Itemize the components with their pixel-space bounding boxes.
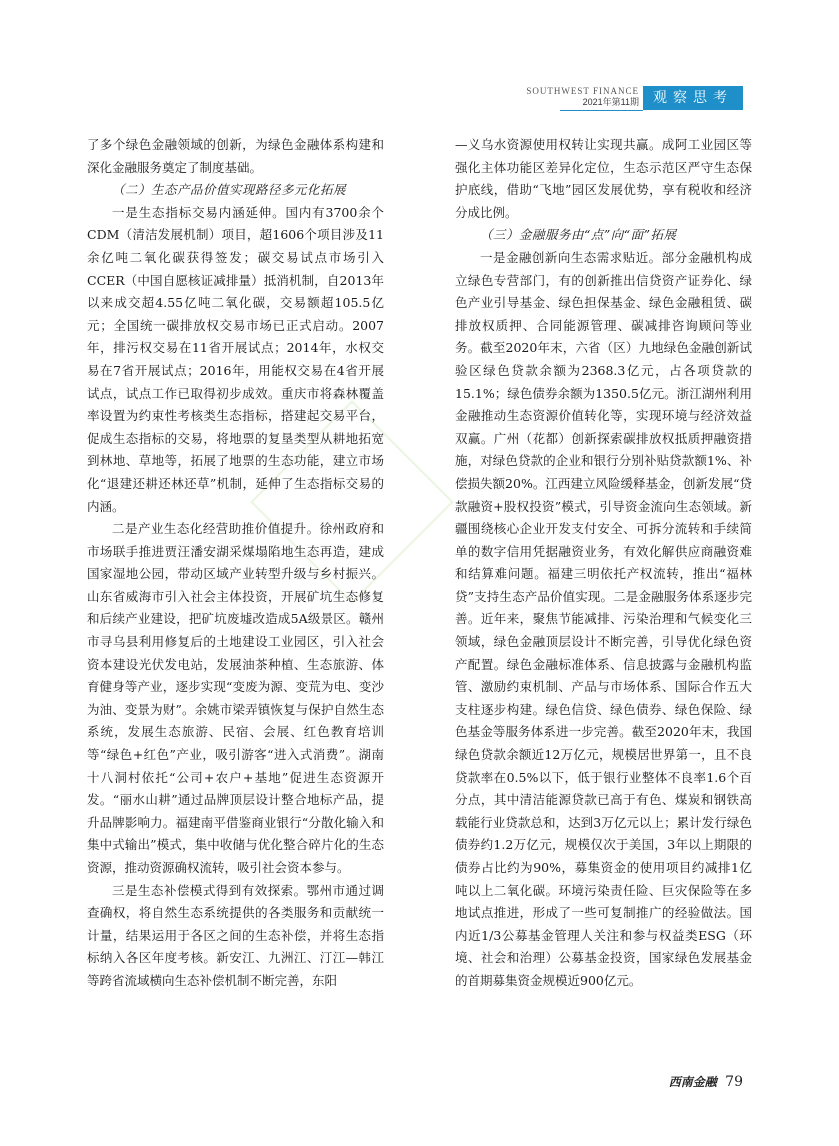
paragraph: 三是生态补偿模式得到有效探索。鄂州市通过调查确权，将自然生态系统提供的各类服务和贡献统一计量，结果运用于各区之间的生态补偿，并将生态指标纳入各区年度考核。新安江、九洲江、汀江—韩江等跨省流域横向生态补偿机制不断完善，东阳 xyxy=(87,882,384,988)
left-column xyxy=(87,134,384,993)
header-text xyxy=(526,86,639,108)
header-rule xyxy=(560,110,643,111)
issue-label: 2021年第11期 xyxy=(582,97,639,107)
paragraph: 一是生态指标交易内涵延伸。国内有3700余个CDM（清洁发展机制）项目，超1606个项目涉及11余亿吨二氧化碳获得签发；碳交易试点市场引入CCER（中国自愿核证减排量）抵消机制，自2013年以来成交超4.55亿吨二氧化碳，交易额超105.5亿元；全国统一碳排放权交易市场已正式启动。2007年，排污权交易在11省开展试点；2014年，水权交易在7省开展试点；2016年，用能权交易在4省开展试点，试点工作已取得初步成效。重庆市将森林覆盖率设置为约束性考核类生态指标，搭建起交易平台，促成生态指标的交易，将地票的复垦类型从耕地拓宽到林地、草地等，拓展了地票的生态功能，建立市场化“退建还耕还林还草”机制，延伸了生态指标交易的内涵。 xyxy=(87,204,384,514)
paragraph: 二是产业生态化经营助推价值提升。徐州政府和市场联手推进贾汪潘安湖采煤塌陷地生态再造，建成国家湿地公园，带动区域产业转型升级与乡村振兴。山东省威海市引入社会主体投资，开展矿坑生态修复和后续产业建设，把矿坑废墟改造成5A级景区。赣州市寻乌县利用修复后的土地建设工业园区，引入社会资本建设光伏发电站，发展油茶种植、生态旅游、体育健身等产业，逐步实现“变废为源、变荒为电、变沙为油、变景为财”。余姚市梁弄镇恢复与保护自然生态系统，发展生态旅游、民宿、会展、红色教育培训等“绿色+红色”产业，吸引游客“进入式消费”。湖南十八洞村依托“公司+农户+基地”促进生态资源开发。“丽水山耕”通过品牌顶层设计整合地标产品，提升品牌影响力。福建南平借鉴商业银行“分散化输入和集中式输出”模式，集中收储与优化整合碎片化的生态资源，推动资源确权流转，吸引社会资本参与。 xyxy=(87,521,384,875)
paragraph: 一是金融创新向生态需求贴近。部分金融机构成立绿色专营部门，有的创新推出信贷资产证券化、绿色产业引导基金、绿色担保基金、绿色金融租赁、碳排放权质押、合同能源管理、碳减排咨询顾问等业务。截至2020年末，六省（区）九地绿色金融创新试验区绿色贷款余额为2368.3亿元，占各项贷款的15.1%；绿色债券余额为1350.5亿元。浙江湖州利用金融推动生态资源价值转化等，实现环境与经济效益双赢。广州（花都）创新探索碳排放权抵质押融资措施，对绿色贷款的企业和银行分别补贴贷款额1%、补偿损失额20%。江西建立风险缓释基金，创新发展“贷款融资+股权投资”模式，引导资金流向生态领域。新疆围绕核心企业开发支付安全、可拆分流转和手续简单的数字信用凭据融资业务，有效化解供应商融资难和结算难问题。福建三明依托产权流转，推出“福林贷”支持生态产品价值实现。二是金融服务体系逐步完善。近年来，聚焦节能减排、污染治理和气候变化三领域，绿色金融顶层设计不断完善，引导优化绿色资产配置。绿色金融标准体系、信息披露与金融机构监管、激励约束机制、产品与市场体系、国际合作五大支柱逐步构建。绿色信贷、绿色债券、绿色保险、绿色基金等服务体系进一步完善。截至2020年末，我国绿色贷款余额近12万亿元，规模居世界第一，且不良贷款率在0.5%以下，低于银行业整体不良率1.6个百分点，其中清洁能源贷款已高于有色、煤炭和钢铁高载能行业贷款总和，达到3万亿元以上；累计发行绿色债券约1.2万亿元，规模仅次于美国，3年以上期限的债券占比约为90%，募集资金的使用项目约减排1亿吨以上二氧化碳。环境污染责任险、巨灾保险等在多地试点推进，形成了一些可复制推广的经验做法。国内近1/3公募基金管理人关注和参与权益类ESG（环境、社会和治理）公募基金投资，国家绿色发展基金的首期募集资金规模近900亿元。 xyxy=(455,249,752,988)
page-number: 79 xyxy=(725,1074,743,1090)
page-footer xyxy=(669,1073,743,1090)
paragraph-continuation: 了多个绿色金融领域的创新，为绿色金融体系构建和深化金融服务奠定了制度基础。 xyxy=(87,137,384,175)
paragraph-continuation: —义乌水资源使用权转让实现共赢。成阿工业园区等强化主体功能区差异化定位，生态示范区严守生态保护底线，借助“飞地”园区发展优势，享有税收和经济分成比例。 xyxy=(455,137,752,220)
subheading: （三）金融服务由“点”向“面”拓展 xyxy=(480,227,677,243)
right-column xyxy=(455,134,752,993)
section-tag: 观察思考 xyxy=(643,86,743,110)
journal-brand: 西南金融 xyxy=(668,1075,717,1089)
page-header xyxy=(0,86,743,112)
subheading: （二）生态产品价值实现路径多元化拓展 xyxy=(112,182,347,198)
journal-english-title: SOUTHWEST FINANCE xyxy=(526,86,639,96)
